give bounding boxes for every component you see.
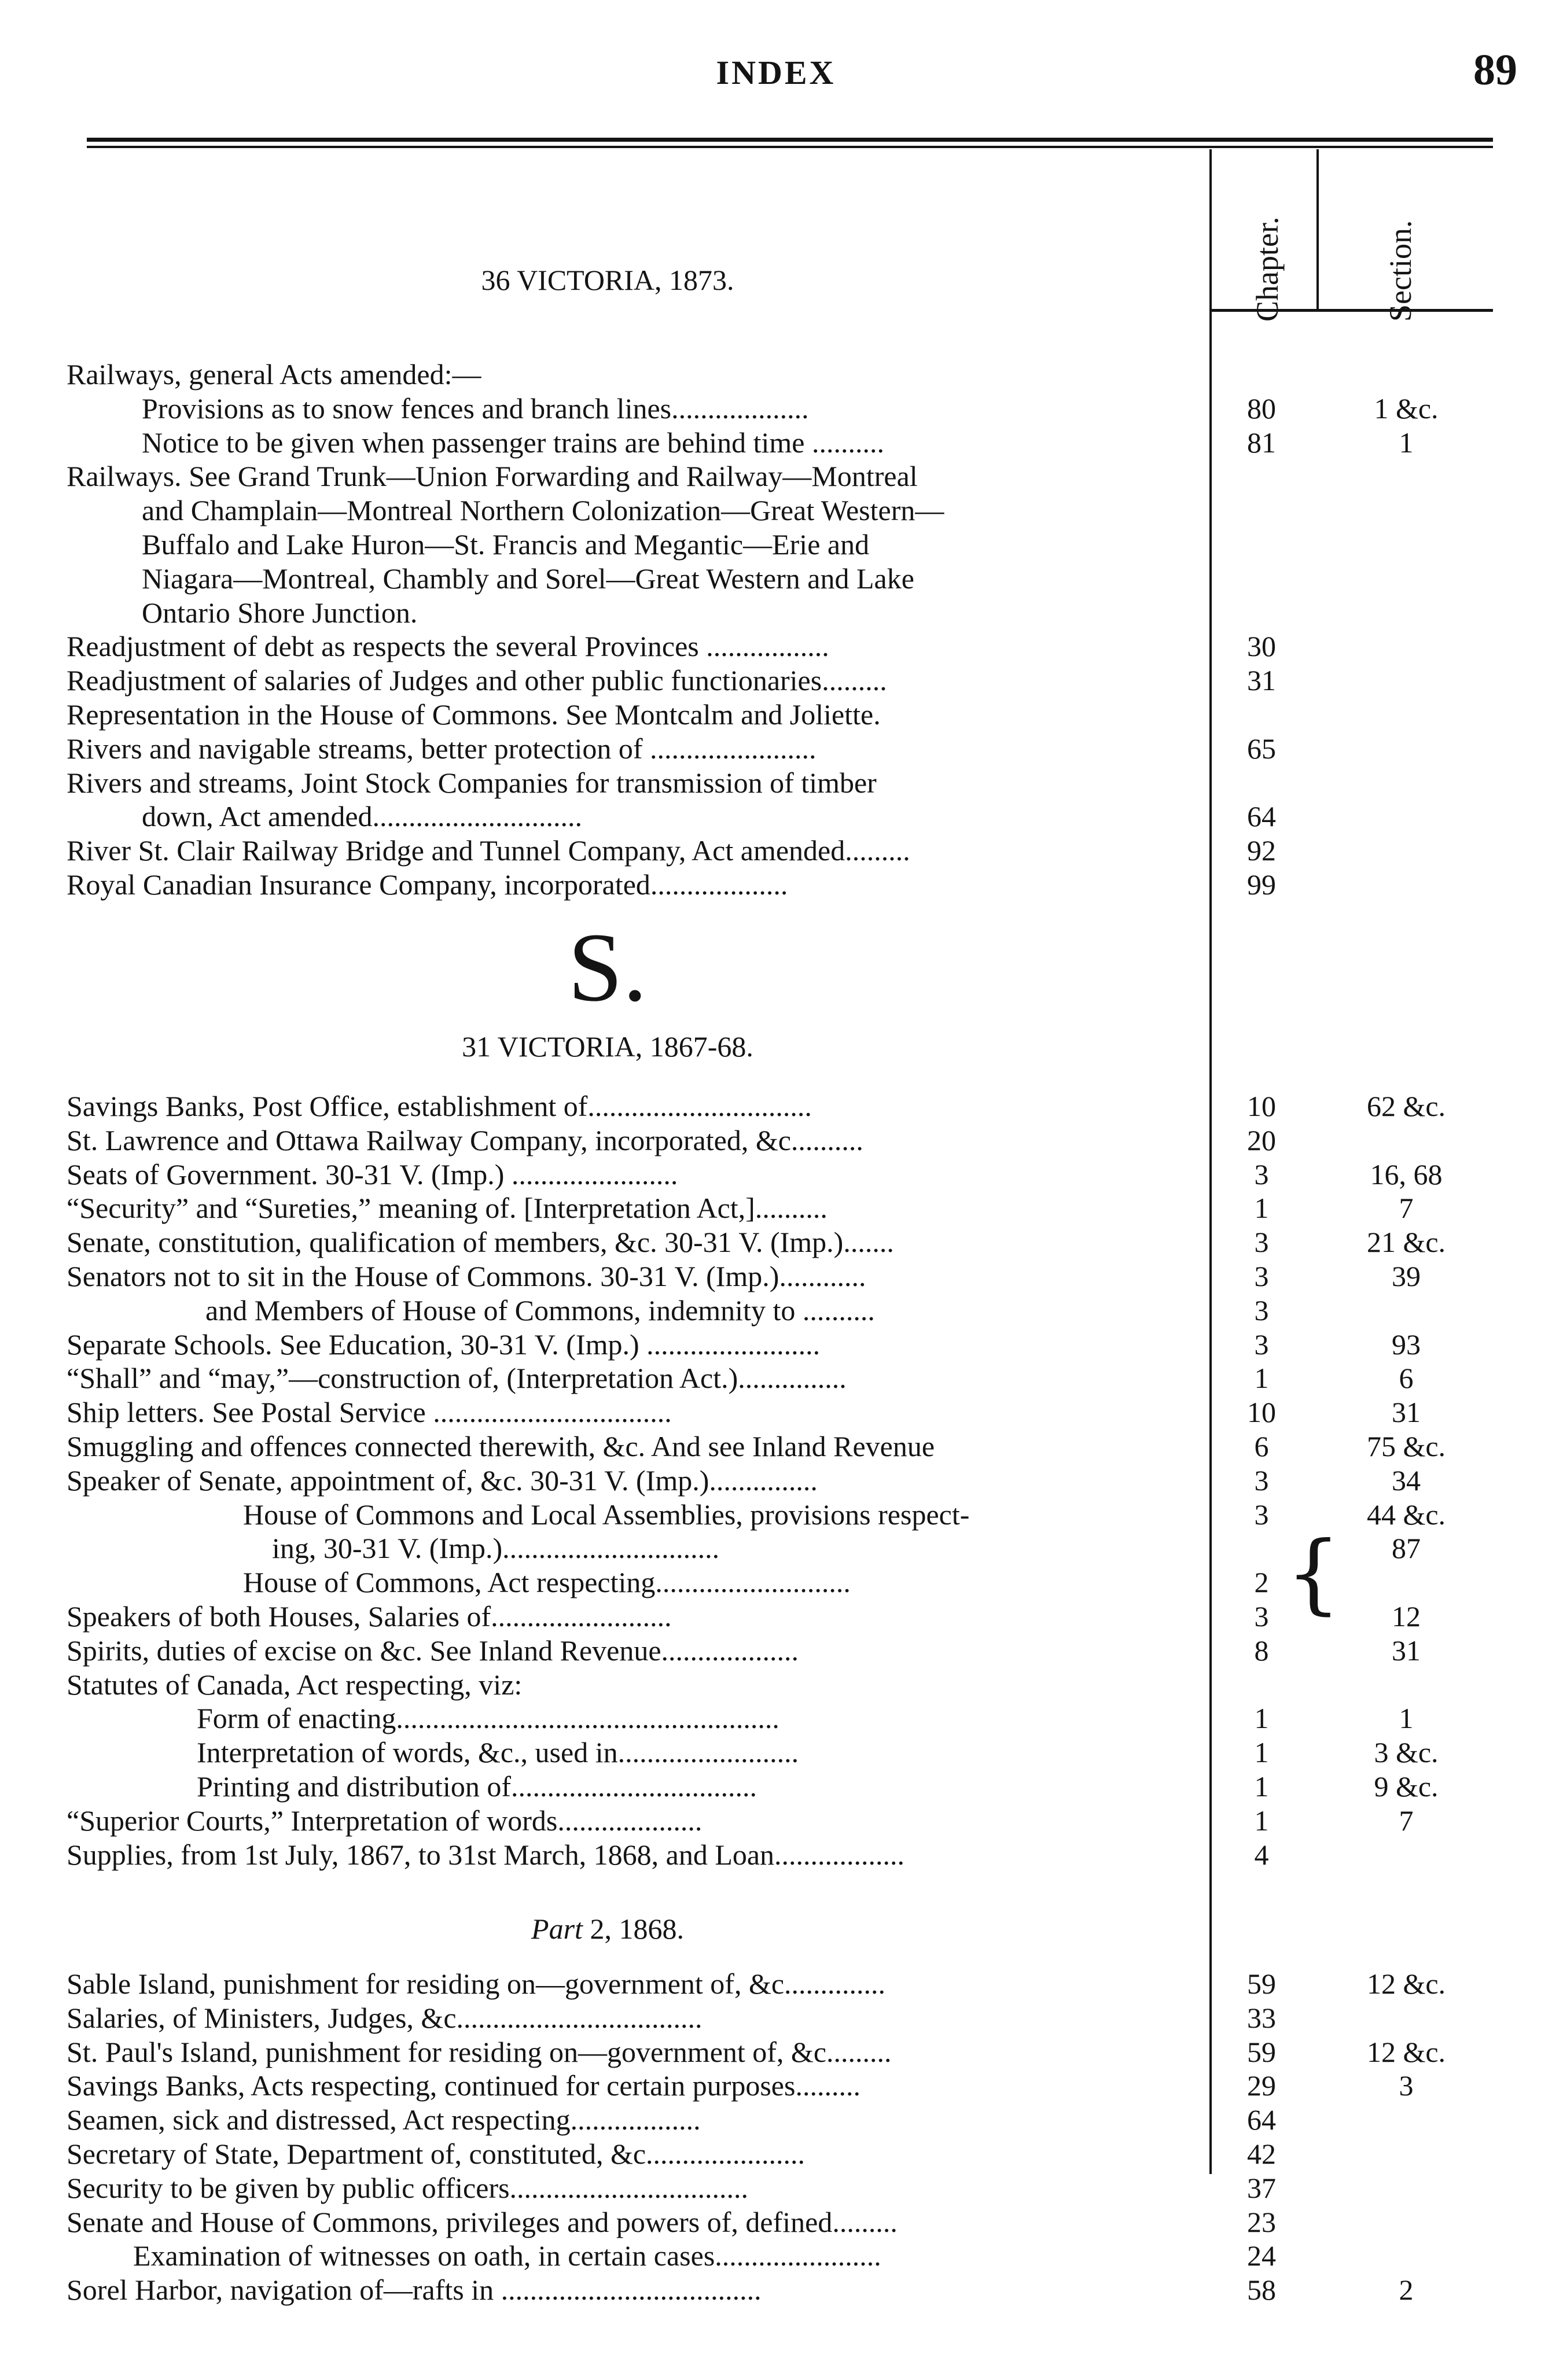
entry-section: 12 &c. [1366,2035,1446,2068]
entry-text: Railways, general Acts amended:— [67,358,481,390]
entry-text: Rivers and streams, Joint Stock Companies for transmission of timber [67,766,877,799]
index-entry [0,1498,1552,1531]
entry-chapter: 10 [1247,1090,1276,1122]
index-entry [0,1736,1552,1769]
index-entry [0,1191,1552,1225]
entry-text: Senate and House of Commons, privileges and powers of, defined......... [67,2205,898,2238]
entry-text: Form of enacting..................................................... [197,1702,779,1735]
entry-chapter: 2 [1254,1566,1269,1599]
entry-text: Savings Banks, Post Office, establishment of............................... [67,1090,812,1122]
entry-chapter: 1 [1254,1362,1269,1395]
entry-chapter: 99 [1247,868,1276,901]
entry-chapter: 3 [1254,1464,1269,1497]
index-entry [0,698,1552,731]
entry-section: 93 [1392,1328,1421,1361]
entry-text: St. Lawrence and Ottawa Railway Company, incorporated, &c.......... [67,1123,863,1156]
index-entry [0,1967,1552,2000]
index-entry [0,1600,1552,1633]
index-entry [0,2069,1552,2102]
entry-chapter: 81 [1247,426,1276,459]
entry-text: Readjustment of salaries of Judges and other public functionaries......... [67,664,887,697]
entry-section: 6 [1399,1362,1414,1395]
index-entry [0,392,1552,425]
entry-text: Sable Island, punishment for residing on—government of, &c.............. [67,1968,886,2000]
entry-chapter: 1 [1254,1804,1269,1837]
entry-chapter: 3 [1254,1226,1269,1259]
index-entry [0,868,1552,901]
entry-text: Interpretation of words, &c., used in......................... [197,1736,799,1769]
index-entry [0,1158,1552,1191]
part-heading [0,1912,1215,1946]
entry-text: Royal Canadian Insurance Company, incorporated................... [67,868,788,901]
entry-section: 1 [1399,426,1414,459]
index-entry [0,1634,1552,1667]
entry-text: Readjustment of debt as respects the several Provinces ................. [67,630,829,663]
index-entry [0,562,1552,595]
index-entry [0,664,1552,697]
index-entry [0,2205,1552,2239]
entry-section: 16, 68 [1370,1158,1443,1191]
index-entry [0,1838,1552,1871]
index-entry [0,426,1552,459]
entry-text: Sorel Harbor, navigation of—rafts in .................................... [67,2274,762,2307]
entry-brace: { [1286,1523,1341,1624]
entry-section: 3 [1399,2069,1414,2102]
index-entry [0,1328,1552,1361]
column-heading-chapter: Chapter. [1250,216,1285,322]
index-entry [0,732,1552,765]
index-entry [0,2001,1552,2035]
entry-text: and Champlain—Montreal Northern Colonization—Great Western— [142,494,944,527]
entry-chapter: 59 [1247,1968,1276,2000]
entry-text: Printing and distribution of.................................. [197,1770,757,1803]
index-entry [0,1225,1552,1259]
index-entry [0,493,1552,527]
index-entry [0,1123,1552,1157]
index-entry [0,1701,1552,1735]
entry-chapter: 8 [1254,1634,1269,1667]
page-header-title: INDEX [716,54,836,91]
entry-section: 7 [1399,1192,1414,1225]
entry-chapter: 3 [1254,1260,1269,1292]
entry-chapter: 29 [1247,2069,1276,2102]
section-column-left-rule [1316,149,1319,311]
entry-section: 44 &c. [1366,1498,1446,1531]
entry-section: 3 &c. [1374,1736,1439,1769]
page-number: 89 [1473,46,1517,94]
index-entry [0,459,1552,493]
entry-section: 1 &c. [1374,392,1439,425]
entry-section: 12 &c. [1366,1968,1446,2000]
entry-chapter: 92 [1247,834,1276,867]
entry-text: Supplies, from 1st July, 1867, to 31st March, 1868, and Loan.................. [67,1838,905,1871]
entry-text: Senators not to sit in the House of Commons. 30-31 V. (Imp.)............ [67,1260,866,1292]
entry-section: 9 &c. [1374,1770,1439,1803]
entry-chapter: 64 [1247,2103,1276,2136]
entry-text: Seamen, sick and distressed, Act respecting.................. [67,2103,701,2136]
entry-text: River St. Clair Railway Bridge and Tunnel Company, Act amended......... [67,834,910,867]
entry-text: and Members of House of Commons, indemnity to .......... [205,1294,875,1327]
entry-chapter: 20 [1247,1123,1276,1156]
index-entry [0,528,1552,561]
entry-text: Seats of Government. 30-31 V. (Imp.) ....................... [67,1158,678,1191]
entry-chapter: 1 [1254,1770,1269,1803]
entry-section: 62 &c. [1366,1090,1446,1122]
entry-chapter: 42 [1247,2138,1276,2170]
entry-chapter: 65 [1247,732,1276,765]
index-entry [0,2273,1552,2307]
entry-chapter: 1 [1254,1702,1269,1735]
entry-section: 12 [1392,1600,1421,1633]
entry-text: Niagara—Montreal, Chambly and Sorel—Great Western and Lake [142,562,914,595]
entry-text: Representation in the House of Commons. See Montcalm and Joliette. [67,698,881,731]
entry-chapter: 30 [1247,630,1276,663]
entry-text: Railways. See Grand Trunk—Union Forwarding and Railway—Montreal [67,460,918,493]
index-entry [0,2171,1552,2205]
entry-chapter: 37 [1247,2171,1276,2204]
entry-text: “Security” and “Sureties,” meaning of. [Interpretation Act,].......... [67,1192,828,1225]
index-entry [0,2103,1552,2136]
entry-chapter: 3 [1254,1498,1269,1531]
entry-chapter: 3 [1254,1158,1269,1191]
index-entry [0,1770,1552,1803]
entry-chapter: 33 [1247,2001,1276,2034]
entry-text: Provisions as to snow fences and branch lines................... [142,392,809,425]
entry-text: Security to be given by public officers................................. [67,2171,749,2204]
entry-text: House of Commons and Local Assemblies, provisions respect- [243,1498,970,1531]
entry-text: Rivers and navigable streams, better protection of ....................... [67,732,817,765]
index-entry [0,1531,1552,1565]
block1-title: 36 VICTORIA, 1873. [481,264,734,296]
entry-section: 87 [1392,1532,1421,1565]
index-entry [0,1294,1552,1327]
entry-chapter: 10 [1247,1396,1276,1429]
entry-text: “Superior Courts,” Interpretation of words.................... [67,1804,703,1837]
entry-chapter: 1 [1254,1192,1269,1225]
entry-section: 21 &c. [1366,1226,1446,1259]
entry-section: 31 [1392,1634,1421,1667]
entry-text: St. Paul's Island, punishment for residing on—government of, &c......... [67,2035,892,2068]
index-entry [0,2035,1552,2069]
entry-section: 39 [1392,1260,1421,1292]
entry-text: Spirits, duties of excise on &c. See Inland Revenue................... [67,1634,799,1667]
entry-text: Examination of witnesses on oath, in certain cases....................... [133,2239,881,2272]
entry-text: Buffalo and Lake Huron—St. Francis and Megantic—Erie and [142,528,870,561]
entry-text: Secretary of State, Department of, constituted, &c...................... [67,2138,806,2170]
entry-section: 75 &c. [1366,1430,1446,1462]
entry-chapter: 1 [1254,1736,1269,1769]
entry-chapter: 6 [1254,1430,1269,1462]
index-entry [0,1089,1552,1123]
index-entry [0,834,1552,867]
section-letter: S. [568,913,648,1022]
entry-section: 2 [1399,2274,1414,2307]
index-entry [0,1668,1552,1701]
entry-text: House of Commons, Act respecting........................... [243,1566,851,1599]
index-entry [0,1565,1552,1599]
entry-chapter: 23 [1247,2205,1276,2238]
entry-chapter: 58 [1247,2274,1276,2307]
entry-text: Savings Banks, Acts respecting, continued for certain purposes......... [67,2069,860,2102]
index-entry [0,1464,1552,1497]
index-entry [0,1361,1552,1395]
block2-title: 31 VICTORIA, 1867-68. [462,1030,753,1063]
entry-section: 7 [1399,1804,1414,1837]
entry-text: Salaries, of Ministers, Judges, &c.................................. [67,2001,703,2034]
index-entry [0,1430,1552,1463]
entry-chapter: 3 [1254,1328,1269,1361]
entry-text: Ship letters. See Postal Service ................................. [67,1396,672,1429]
entry-chapter: 80 [1247,392,1276,425]
entry-text: Smuggling and offences connected therewith, &c. And see Inland Revenue [67,1430,935,1462]
index-entry [0,800,1552,833]
column-heading-section: Section. [1383,220,1418,322]
header-rule-top [87,138,1493,142]
entry-text: Notice to be given when passenger trains are behind time .......... [142,426,884,459]
index-entry [0,1259,1552,1293]
index-entry [0,2239,1552,2272]
entry-text: Ontario Shore Junction. [142,596,418,629]
entry-text: Senate, constitution, qualification of members, &c. 30-31 V. (Imp.)....... [67,1226,894,1259]
entry-text: Speaker of Senate, appointment of, &c. 30-31 V. (Imp.)............... [67,1464,818,1497]
index-entry [0,2137,1552,2171]
entry-text: Statutes of Canada, Act respecting, viz: [67,1668,523,1701]
entry-chapter: 59 [1247,2035,1276,2068]
entry-chapter: 3 [1254,1294,1269,1327]
index-entry [0,629,1552,663]
entry-section: 1 [1399,1702,1414,1735]
index-entry [0,766,1552,800]
part-rest: 2, 1868. [582,1913,684,1945]
entry-text: “Shall” and “may,”—construction of, (Interpretation Act.)............... [67,1362,847,1395]
entry-chapter: 3 [1254,1600,1269,1633]
entry-text: Separate Schools. See Education, 30-31 V. (Imp.) ........................ [67,1328,821,1361]
index-entry [0,596,1552,629]
part-label: Part [531,1913,583,1945]
entry-text: ing, 30-31 V. (Imp.).............................. [272,1532,720,1565]
entry-chapter: 24 [1247,2239,1276,2272]
entry-section: 34 [1392,1464,1421,1497]
entry-chapter: 31 [1247,664,1276,697]
entry-text: Speakers of both Houses, Salaries of......................... [67,1600,672,1633]
header-rule-bottom [87,146,1493,148]
index-entry [0,358,1552,391]
entry-chapter: 64 [1247,800,1276,833]
entry-text: down, Act amended............................. [142,800,583,833]
index-entry [0,1395,1552,1429]
entry-chapter: 4 [1254,1838,1269,1871]
entry-section: 31 [1392,1396,1421,1429]
index-entry [0,1804,1552,1837]
